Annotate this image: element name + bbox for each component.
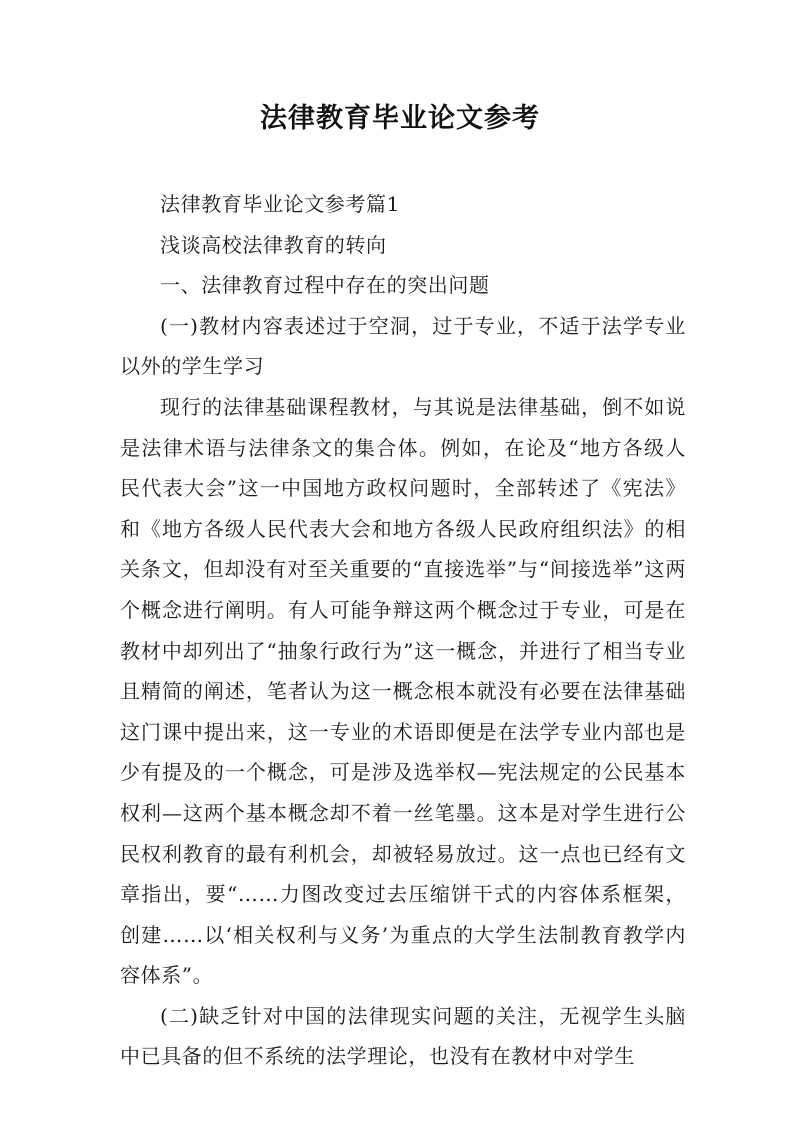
document-title: 法律教育毕业论文参考 (260, 103, 540, 134)
paragraph-subsection-heading-1: (一)教材内容表述过于空洞，过于专业，不适于法学专业以外的学生学习 (120, 313, 686, 379)
paragraph-subtitle: 浅谈高校法律教育的转向 (160, 232, 387, 257)
document-body (120, 184, 686, 1077)
paragraph-subsection-heading-2: (二)缺乏针对中国的法律现实问题的关注，无视学生头脑中已具备的但不系统的法学理论，也没有在教材中对学生 (120, 1003, 686, 1069)
paragraph-body-text: 现行的法律基础课程教材，与其说是法律基础，倒不如说是法律术语与法律条文的集合体。例如，在论及“地方各级人民代表大会”这一中国地方政权问题时，全部转述了《宪法》和《地方各级人民代表大会和地方各级人民政府组织法》的相关条文，但却没有对至关重要的“直接选举”与“间接选举”这两个概念进行阐明。有人可能争辩这两个概念过于专业，可是在教材中却列出了“抽象行政行为”这一概念，并进行了相当专业且精简的阐述，笔者认为这一概念根本就没有必要在法律基础这门课中提出来，这一专业的术语即便是在法学专业内部也是少有提及的一个概念，可是涉及选举权—宪法规定的公民基本权利—这两个基本概念却不着一丝笔墨。这本是对学生进行公民权利教育的最有利机会，却被轻易放过。这一点也已经有文章指出，要“……力图改变过去压缩饼干式的内容体系框架，创建……以‘相关权利与义务’为重点的大学生法制教育教学内容体系”。 (120, 394, 686, 988)
paragraph-article-heading: 法律教育毕业论文参考篇1 (160, 192, 400, 216)
paragraph-section-heading: 一、法律教育过程中存在的突出问题 (160, 273, 490, 298)
